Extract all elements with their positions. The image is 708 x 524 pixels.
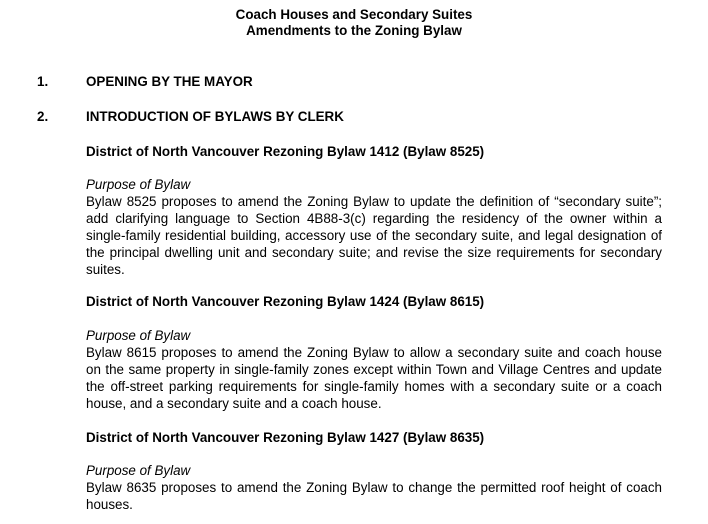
bylaw-heading-1424: District of North Vancouver Rezoning Bylaw 1424 (Bylaw 8615) bbox=[86, 294, 485, 309]
document-title-line-1: Coach Houses and Secondary Suites bbox=[235, 7, 473, 22]
purpose-text: Bylaw 8525 proposes to amend the Zoning Bylaw to update the definition of “secondary suite”; add clarifying language to Section 4B88-3(c) regarding the residency of the owner within a single-family residential building, accessory use of the secondary suite, and legal designation of the principal dwelling unit and secondary suite; and revise the size requirements for secondary suites. bbox=[86, 194, 662, 277]
bylaw-purpose-1424 bbox=[86, 327, 662, 412]
bylaw-purpose-1412 bbox=[86, 176, 662, 278]
agenda-item-number: 1. bbox=[37, 74, 49, 89]
bylaw-heading-1412: District of North Vancouver Rezoning Bylaw 1412 (Bylaw 8525) bbox=[86, 144, 485, 159]
agenda-item-label: OPENING BY THE MAYOR bbox=[86, 74, 253, 89]
purpose-label: Purpose of Bylaw bbox=[86, 463, 191, 478]
purpose-label: Purpose of Bylaw bbox=[86, 177, 191, 192]
purpose-text: Bylaw 8635 proposes to amend the Zoning Bylaw to change the permitted roof height of coach houses. bbox=[86, 480, 662, 512]
agenda-item-label: INTRODUCTION OF BYLAWS BY CLERK bbox=[86, 109, 344, 124]
purpose-text: Bylaw 8615 proposes to amend the Zoning Bylaw to allow a secondary suite and coach house on the same property in single-family zones except within Town and Village Centres and update the off-street parking requirements for single-family homes with a secondary suite or a coach house, and a secondary suite and a coach house. bbox=[86, 345, 662, 411]
purpose-label: Purpose of Bylaw bbox=[86, 328, 191, 343]
bylaw-purpose-1427 bbox=[86, 462, 662, 513]
agenda-item-number: 2. bbox=[37, 109, 49, 124]
bylaw-heading-1427: District of North Vancouver Rezoning Bylaw 1427 (Bylaw 8635) bbox=[86, 430, 485, 445]
document-title-line-2: Amendments to the Zoning Bylaw bbox=[246, 23, 462, 38]
document-title bbox=[0, 7, 708, 39]
